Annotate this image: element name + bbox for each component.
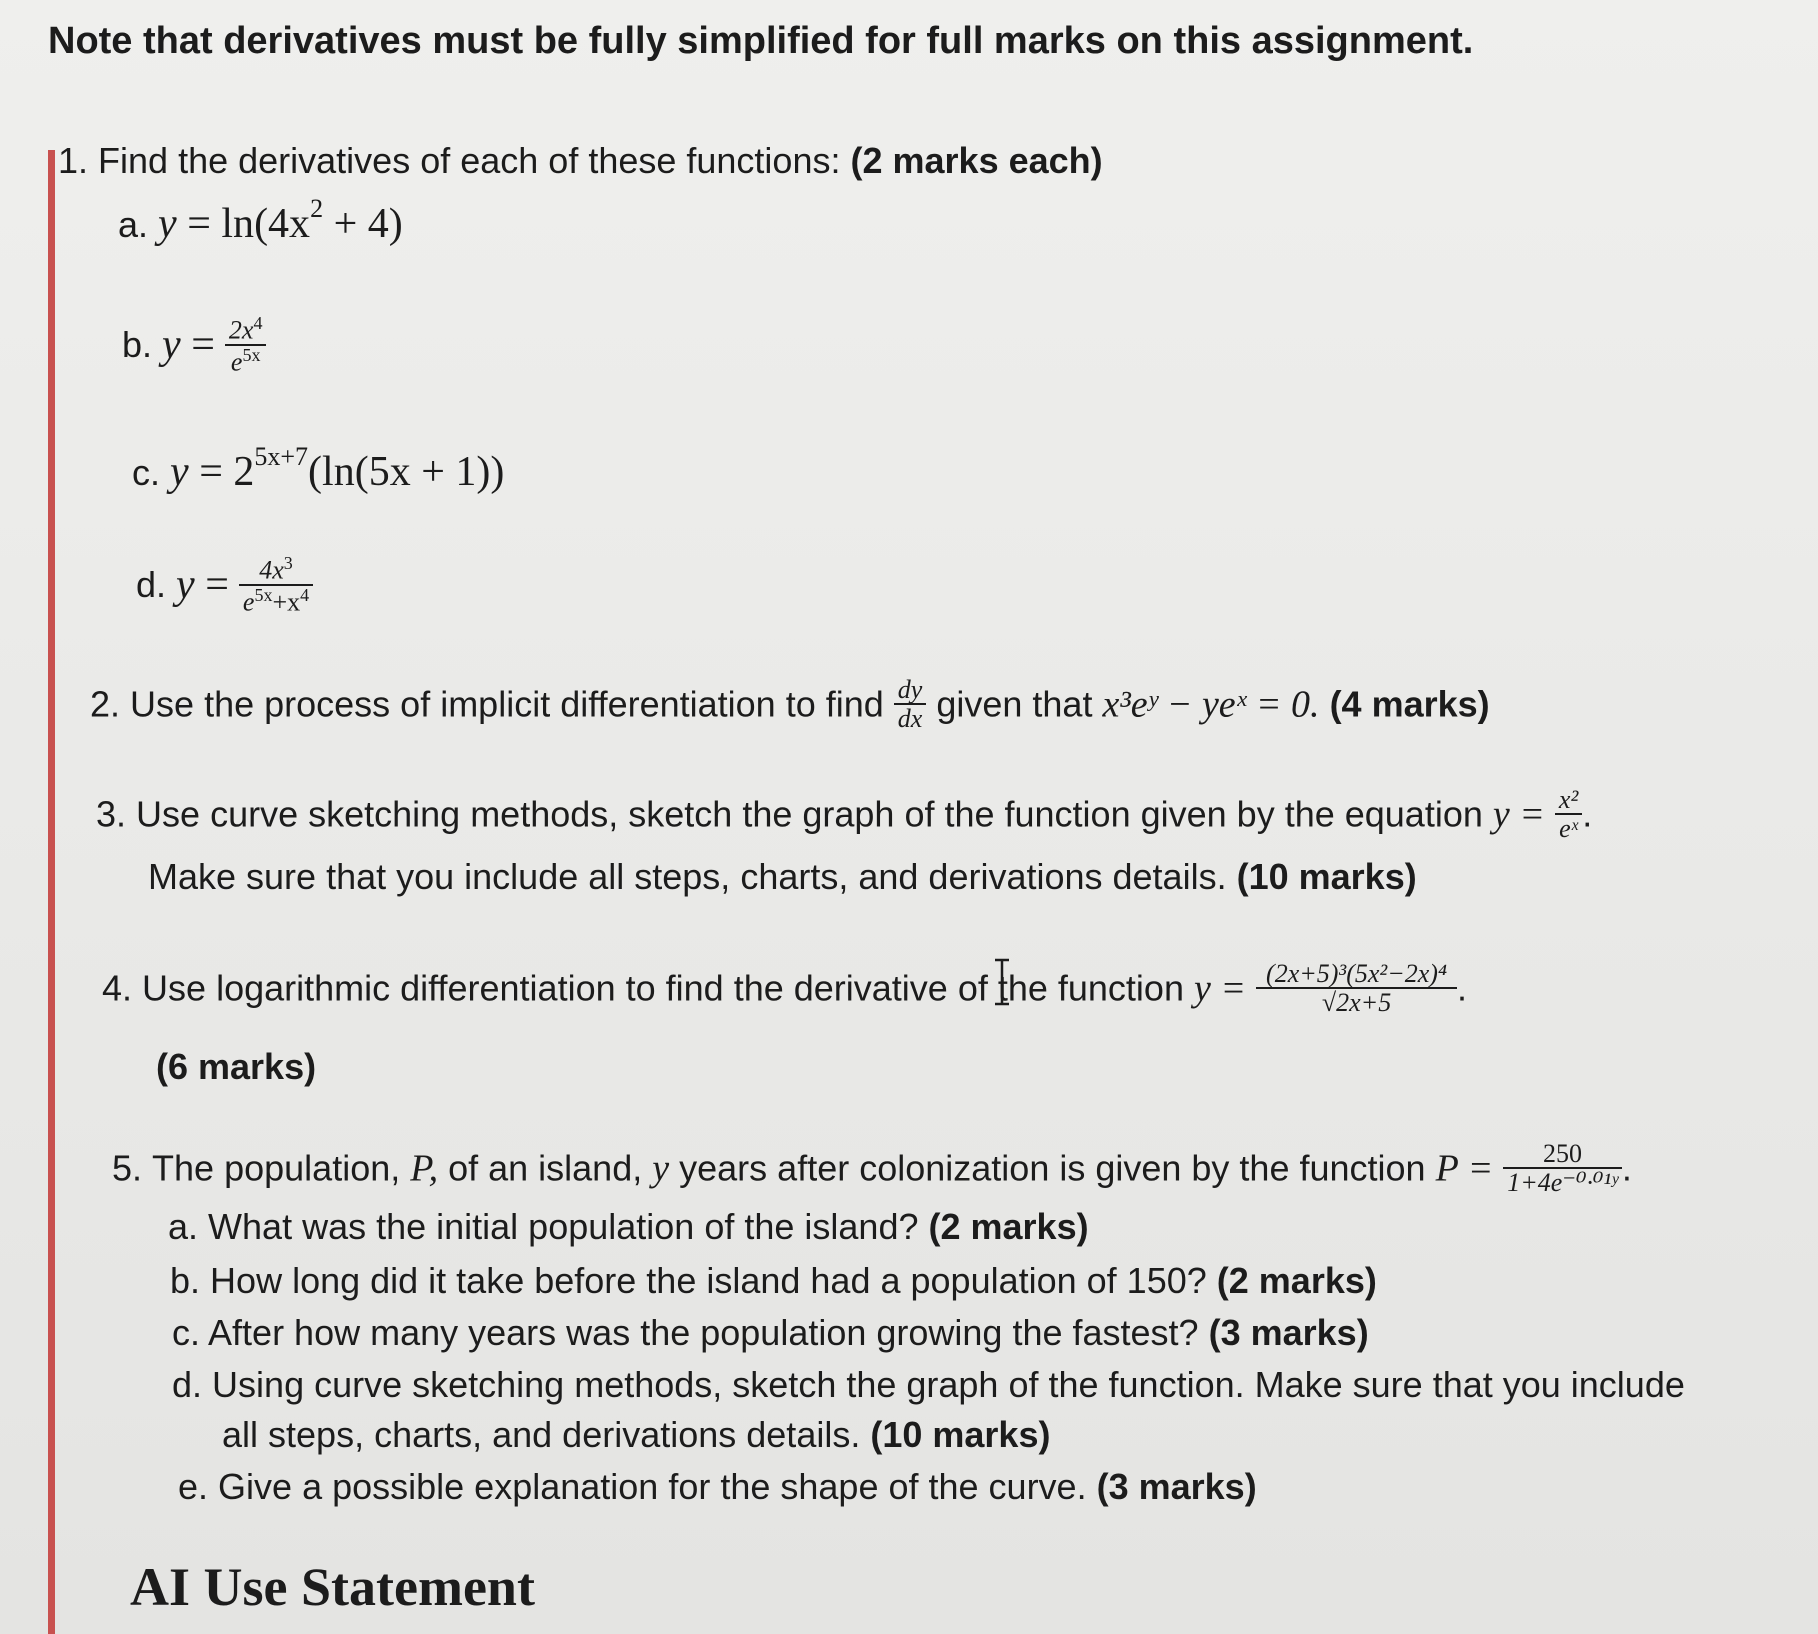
q2-dy-dx: $\frac{dy}{dx}$ <box>894 676 927 733</box>
text-cursor-icon <box>992 958 1012 1006</box>
question-4: 4. Use logarithmic differentiation to find the derivative of the function y = $\frac{\text{(2x+5)³(5x²−2x)⁴}}{√2x+5}$ . <box>102 959 1468 1018</box>
q2-equation: x³eʸ − yeˣ = 0. <box>1102 683 1320 726</box>
q1c-formula: $y = 2^{5x+7}(\ln(5x + 1))$ <box>170 442 505 495</box>
q1b: b. y = $\frac{2x^4}{e^{5x}}$ <box>122 314 266 376</box>
q1d-fraction: $\frac{4x^3}{e^{5x}+x^4}$ <box>239 554 313 616</box>
q4-fraction: $\frac{\text{(2x+5)³(5x²−2x)⁴}}{√2x+5}$ <box>1256 960 1457 1017</box>
q5e: e. Give a possible explanation for the shape of the curve. (3 marks) <box>178 1466 1257 1507</box>
q3-fraction: $\frac{\text{x²}}{\text{eˣ}}$ <box>1555 786 1582 843</box>
q1-number: 1. <box>58 140 89 181</box>
question-3: 3. Use curve sketching methods, sketch the graph of the function given by the equation y = $\frac{\text{x²}}{\text{eˣ}}$ . <box>96 785 1593 844</box>
q1d: d. y = $\frac{4x^3}{e^{5x}+x^4}$ <box>136 554 313 616</box>
q1d-label: d. <box>136 563 167 605</box>
q1-marks: (2 marks each) <box>850 140 1103 181</box>
q5-fraction: $\frac{250}{\text{1+4e⁻⁰·⁰¹ʸ}}$ <box>1503 1140 1622 1197</box>
q5c: c. After how many years was the population growing the fastest? (3 marks) <box>172 1312 1369 1353</box>
question-3-line2: Make sure that you include all steps, charts, and derivations details. (10 marks) <box>148 856 1417 897</box>
q5a: a. What was the initial population of the island? (2 marks) <box>168 1206 1089 1247</box>
left-margin-rule <box>48 150 55 1634</box>
question-5: 5. The population, P, of an island, y years after colonization is given by the function P = $\frac{250}{\text{1+4e⁻⁰·⁰¹ʸ}}$ . <box>112 1139 1632 1198</box>
question-4-marks: (6 marks) <box>156 1046 317 1087</box>
q5b: b. How long did it take before the island had a population of 150? (2 marks) <box>170 1260 1377 1301</box>
question-1 <box>58 140 1103 182</box>
q5d: d. Using curve sketching methods, sketch the graph of the function. Make sure that you include <box>172 1364 1685 1405</box>
q1-text: Find the derivatives of each of these functions: <box>98 140 841 181</box>
q1c-label: c. <box>132 452 161 493</box>
assignment-note: Note that derivatives must be fully simplified for full marks on this assignment. <box>48 20 1474 62</box>
q1b-fraction: $\frac{2x^4}{e^{5x}}$ <box>225 314 267 376</box>
q1a-formula: $y = \ln(4x^2 + 4)$ <box>158 194 403 247</box>
q1a <box>118 194 403 248</box>
q5d-line2: all steps, charts, and derivations details. (10 marks) <box>222 1414 1051 1455</box>
q1c <box>132 442 505 496</box>
ai-use-statement-heading: AI Use Statement <box>130 1557 535 1617</box>
q1b-label: b. <box>122 323 153 365</box>
q1a-label: a. <box>118 204 149 245</box>
question-2: 2. Use the process of implicit differentiation to find $\frac{dy}{dx}$ given that x³eʸ − yeˣ = 0. (4 marks) <box>90 675 1490 734</box>
